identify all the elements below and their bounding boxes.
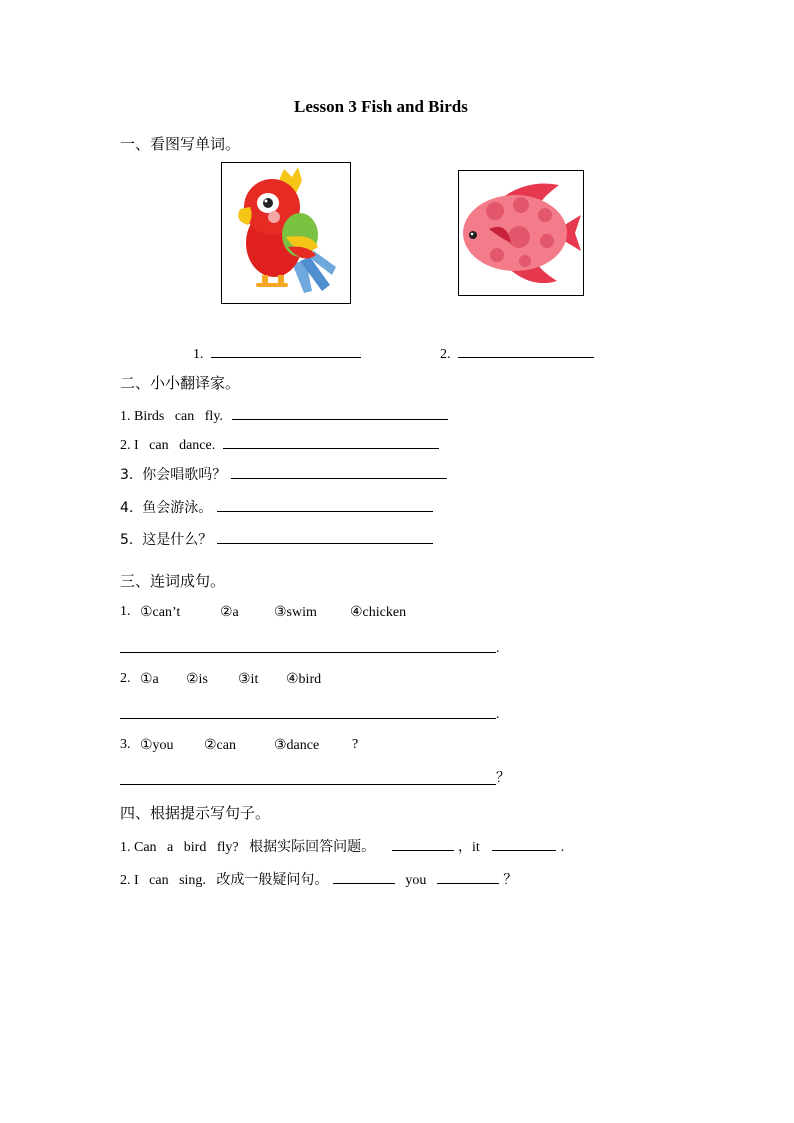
s2-item-4 xyxy=(120,497,433,517)
s3-word: ②can xyxy=(204,738,236,753)
s2-answer-3[interactable] xyxy=(231,464,447,479)
s3-word: ④chicken xyxy=(350,605,407,620)
s1-item-2 xyxy=(440,343,594,363)
title-text: Lesson 3 Fish and Birds xyxy=(294,97,468,116)
s3-item-1 xyxy=(120,604,407,620)
s4-item-1-mid: ，it xyxy=(458,840,480,855)
s3-word: ③dance xyxy=(274,738,320,753)
s2-item-5 xyxy=(120,529,433,549)
s1-item-1 xyxy=(193,343,361,363)
s4-item-2-end: ？ xyxy=(503,872,518,888)
s3-answer-2-end: . xyxy=(496,707,500,722)
s3-item-2 xyxy=(120,671,322,687)
s4-answer-1b[interactable] xyxy=(492,836,556,851)
s2-item-2-text: 2. I can dance. xyxy=(120,438,216,453)
s2-answer-5[interactable] xyxy=(217,529,433,544)
section-2-heading: 二、小小翻译家。 xyxy=(120,374,241,392)
page-title xyxy=(294,97,468,117)
s3-item-3 xyxy=(120,737,359,753)
s2-item-5-text: 5. 这是什么？ xyxy=(120,532,213,548)
s3-answer-line-1[interactable] xyxy=(120,652,496,653)
s2-item-1-text: 1. Birds can fly. xyxy=(120,409,223,424)
s1-item-2-number: 2. xyxy=(440,347,451,362)
s2-answer-4[interactable] xyxy=(217,497,433,512)
section-3-heading: 三、连词成句。 xyxy=(120,572,226,590)
s3-item-1-number: 1. xyxy=(120,604,131,619)
s3-word: ①you xyxy=(140,738,174,753)
section-1-heading: 一、看图写单词。 xyxy=(120,135,241,153)
s3-item-2-number: 2. xyxy=(120,671,131,686)
s3-item-3-number: 3. xyxy=(120,737,131,752)
s3-word: ③it xyxy=(238,672,259,687)
s4-item-2-prompt: 2. I can sing. 改成一般疑问句。 xyxy=(120,873,329,888)
s3-word: ②a xyxy=(220,605,239,620)
parrot-image-frame xyxy=(221,162,351,304)
s2-item-3 xyxy=(120,464,447,484)
s3-word: ①a xyxy=(140,672,159,687)
s2-answer-2[interactable] xyxy=(223,434,439,449)
fish-image-frame xyxy=(458,170,584,296)
s1-item-1-number: 1. xyxy=(193,347,204,362)
s3-word: ④bird xyxy=(286,672,322,687)
s2-item-1 xyxy=(120,405,448,425)
s3-word: ③swim xyxy=(274,605,317,620)
s3-word: ? xyxy=(352,737,359,752)
s1-answer-1[interactable] xyxy=(211,343,361,358)
s3-word: ②is xyxy=(186,672,208,687)
s4-item-1 xyxy=(120,836,564,856)
s4-item-2 xyxy=(120,869,517,889)
s4-item-1-prompt: 1. Can a bird fly? 根据实际回答问题。 xyxy=(120,840,376,855)
s3-answer-1-end: . xyxy=(496,641,500,656)
s3-answer-3-end: ？ xyxy=(496,770,510,786)
s4-answer-2a[interactable] xyxy=(333,869,395,884)
s4-item-1-end: . xyxy=(560,840,565,855)
parrot-icon xyxy=(222,163,350,303)
s3-answer-line-2[interactable] xyxy=(120,718,496,719)
s2-item-4-text: 4. 鱼会游泳。 xyxy=(120,500,213,516)
fish-icon xyxy=(459,171,583,295)
s2-item-2 xyxy=(120,434,439,454)
s1-answer-2[interactable] xyxy=(458,343,594,358)
s2-answer-1[interactable] xyxy=(232,405,448,420)
s3-word: ①can’t xyxy=(140,605,181,620)
s4-item-2-mid: you xyxy=(405,873,427,888)
s3-answer-line-3[interactable] xyxy=(120,784,496,785)
s4-answer-2b[interactable] xyxy=(437,869,499,884)
section-4-heading: 四、根据提示写句子。 xyxy=(120,804,271,822)
s2-item-3-text: 3. 你会唱歌吗？ xyxy=(120,467,227,483)
s4-answer-1a[interactable] xyxy=(392,836,454,851)
